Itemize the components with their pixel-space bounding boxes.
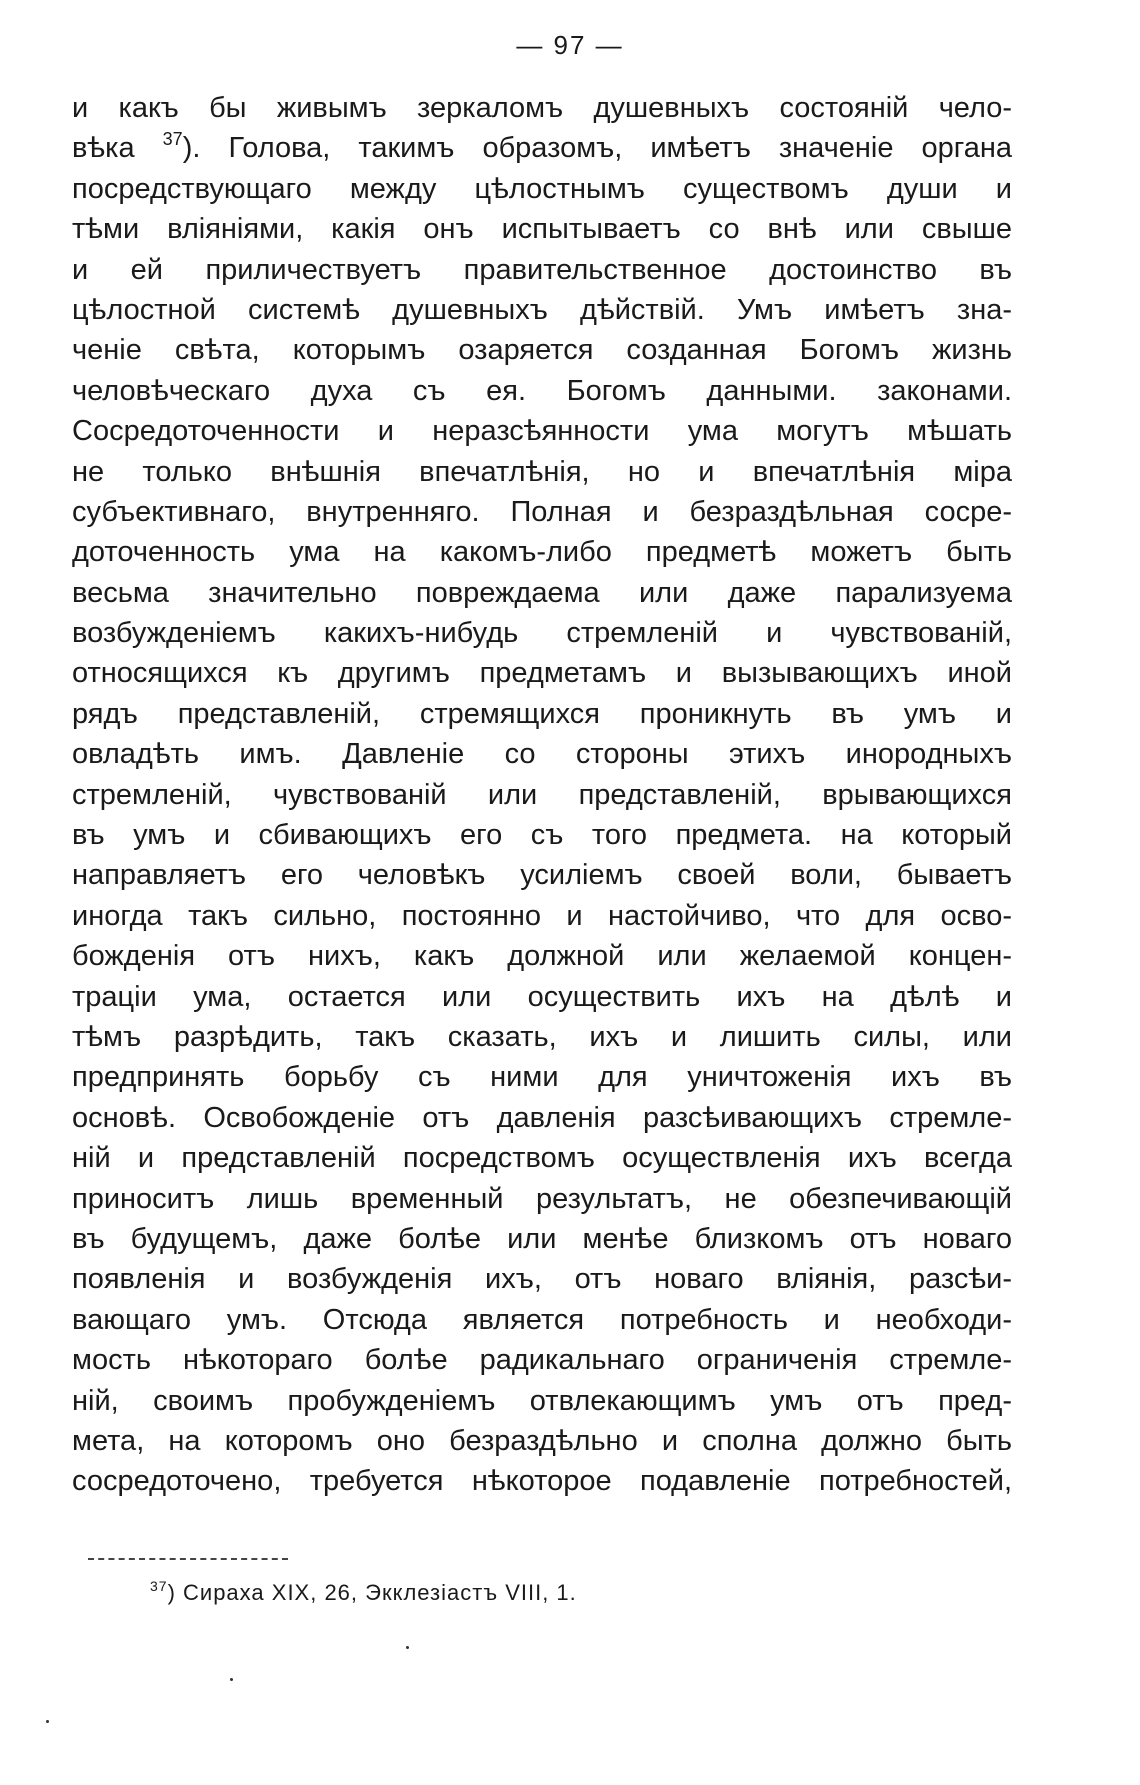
text-line: направляетъ его человѣкъ усиліемъ своей воли, бываетъ	[72, 859, 1012, 892]
text-line: ній и представленій посредствомъ осуществленія ихъ всегда	[72, 1142, 1012, 1175]
text-line: овладѣть имъ. Давленіе со стороны этихъ инородныхъ	[72, 738, 1012, 771]
text-line: весьма значительно повреждаема или даже парализуема	[72, 576, 1012, 609]
footnote-marker: 37	[150, 1578, 168, 1594]
text-line: вающаго умъ. Отсюда является потребность и необходи-	[72, 1303, 1012, 1336]
text-line: Сосредоточенности и неразсѣянности ума могутъ мѣшать	[72, 415, 1012, 448]
footnote-text: ) Сираха XIX, 26, Экклезіастъ VIII, 1.	[167, 1580, 577, 1605]
text-line: сосредоточено, требуется нѣкоторое подавленіе потребностей,	[72, 1465, 1012, 1498]
text-line: субъективнаго, внутренняго. Полная и безраздѣльная сосре-	[72, 495, 1012, 528]
text-line: основѣ. Освобожденіе отъ давленія разсѣивающихъ стремле-	[72, 1101, 1012, 1134]
text-line: возбужденіемъ какихъ-нибудь стремленій и чувствованій,	[72, 617, 1012, 650]
text-line: доточенность ума на какомъ-либо предметѣ можетъ быть	[72, 536, 1012, 569]
scan-speck	[46, 1720, 49, 1723]
text-line: приноситъ лишь временный результатъ, не обезпечивающій	[72, 1182, 1012, 1215]
text-line: мета, на которомъ оно безраздѣльно и сполна должно быть	[72, 1424, 1012, 1457]
scan-speck	[406, 1646, 409, 1649]
text-line: цѣлостной системѣ душевныхъ дѣйствій. Умъ имѣетъ зна-	[72, 293, 1012, 326]
page-number: — 97 —	[516, 30, 624, 60]
text-line: рядъ представленій, стремящихся проникнуть въ умъ и	[72, 697, 1012, 730]
text-line	[72, 1502, 1012, 1542]
text-fragment: ). Голова, такимъ образомъ, имѣетъ значенiе органа	[182, 132, 1012, 165]
text-line: стремленій, чувствованій или представленій, врывающихся	[72, 778, 1012, 811]
scan-speck	[230, 1678, 233, 1681]
text-line: иногда такъ сильно, постоянно и настойчиво, что для осво-	[72, 899, 1012, 932]
main-text	[72, 88, 1012, 1542]
text-line: появленія и возбужденія ихъ, отъ новаго вліянія, разсѣи-	[72, 1263, 1012, 1296]
text-line: траціи ума, остается или осуществить ихъ на дѣлѣ и	[72, 980, 1012, 1013]
text-line: тѣми вліяніями, какія онъ испытываетъ со внѣ или свыше	[72, 213, 1012, 246]
text-line: мость нѣкотораго болѣе радикальнаго ограниченія стремле-	[72, 1344, 1012, 1377]
text-line: не только внѣшнія впечатлѣнія, но и впечатлѣнія міра	[72, 455, 1012, 488]
text-line: ченіе свѣта, которымъ озаряется созданная Богомъ жизнь	[72, 334, 1012, 367]
text-line: въ будущемъ, даже болѣе или менѣе близкомъ отъ новаго	[72, 1222, 1012, 1255]
footnote-divider	[88, 1558, 288, 1560]
text-line: ній, своимъ пробужденіемъ отвлекающимъ умъ отъ пред-	[72, 1384, 1012, 1417]
text-line: въ умъ и сбивающихъ его съ того предмета. на который	[72, 819, 1012, 852]
text-line: относящихся къ другимъ предметамъ и вызывающихъ иной	[72, 657, 1012, 690]
text-line: тѣмъ разрѣдить, такъ сказать, ихъ и лишить силы, или	[72, 1020, 1012, 1053]
text-line: человѣческаго духа съ ея. Богомъ данными. законами.	[72, 374, 1012, 407]
text-fragment: вѣка	[72, 132, 135, 165]
footnote-reference[interactable]: 37	[162, 129, 183, 150]
text-line	[72, 128, 1012, 168]
text-line: посредствующаго между цѣлостнымъ существомъ души и	[72, 172, 1012, 205]
text-line: и какъ бы живымъ зеркаломъ душевныхъ состоянiй чело-	[72, 92, 1012, 124]
footnote	[150, 1580, 577, 1606]
text-line: и ей приличествуетъ правительственное достоинство въ	[72, 253, 1012, 286]
text-line: предпринять борьбу съ ними для уничтоженія ихъ въ	[72, 1061, 1012, 1094]
text-line: божденія отъ нихъ, какъ должной или желаемой концен-	[72, 940, 1012, 973]
